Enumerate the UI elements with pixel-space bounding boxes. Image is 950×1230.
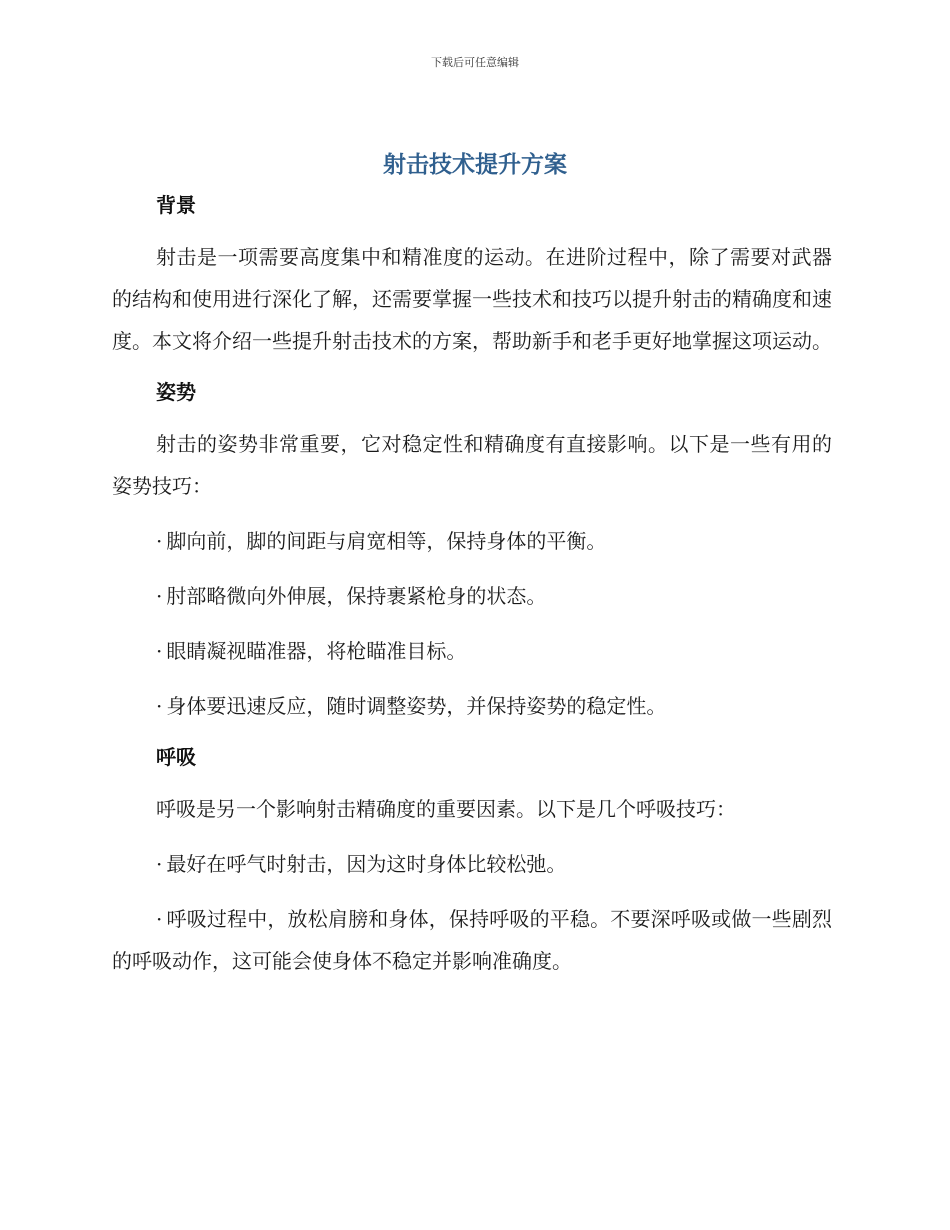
bullet-icon: · — [156, 584, 163, 608]
section-heading: 姿势 — [156, 380, 196, 404]
list-item — [112, 685, 832, 727]
list-item-text: 身体要迅速反应，随时调整姿势，并保持姿势的稳定性。 — [166, 694, 667, 718]
list-item — [112, 630, 832, 672]
list-item-text: 肘部略微向外伸展，保持裹紧枪身的状态。 — [166, 584, 547, 608]
bullet-icon: · — [156, 529, 163, 553]
list-item — [112, 520, 832, 562]
section-background — [112, 188, 832, 362]
list-item-text: 眼睛凝视瞄准器，将枪瞄准目标。 — [166, 639, 467, 663]
list-item — [112, 898, 832, 982]
section-breathing — [112, 740, 832, 982]
section-posture — [112, 375, 832, 727]
section-heading: 背景 — [156, 193, 196, 217]
list-item-text: 呼吸过程中，放松肩膀和身体，保持呼吸的平稳。不要深呼吸或做一些剧烈的呼吸动作，这可能会使身体不稳定并影响准确度。 — [112, 907, 832, 973]
section-heading: 呼吸 — [156, 745, 196, 769]
paragraph: 射击是一项需要高度集中和精准度的运动。在进阶过程中，除了需要对武器的结构和使用进行深化了解，还需要掌握一些技术和技巧以提升射击的精确度和速度。本文将介绍一些提升射击技术的方案，帮助新手和老手更好地掌握这项运动。 — [112, 245, 832, 353]
list-item-text: 脚向前，脚的间距与肩宽相等，保持身体的平衡。 — [166, 529, 607, 553]
bullet-icon: · — [156, 852, 163, 876]
paragraph: 射击的姿势非常重要，它对稳定性和精确度有直接影响。以下是一些有用的姿势技巧： — [112, 432, 832, 498]
bullet-icon: · — [156, 907, 163, 931]
list-item — [112, 843, 832, 885]
paragraph: 呼吸是另一个影响射击精确度的重要因素。以下是几个呼吸技巧： — [156, 797, 736, 821]
document-title: 射击技术提升方案 — [383, 152, 567, 178]
document-body — [112, 188, 832, 995]
list-item — [112, 575, 832, 617]
bullet-icon: · — [156, 639, 163, 663]
header-note: 下载后可任意编辑 — [431, 56, 519, 69]
bullet-icon: · — [156, 694, 163, 718]
list-item-text: 最好在呼气时射击，因为这时身体比较松弛。 — [166, 852, 567, 876]
